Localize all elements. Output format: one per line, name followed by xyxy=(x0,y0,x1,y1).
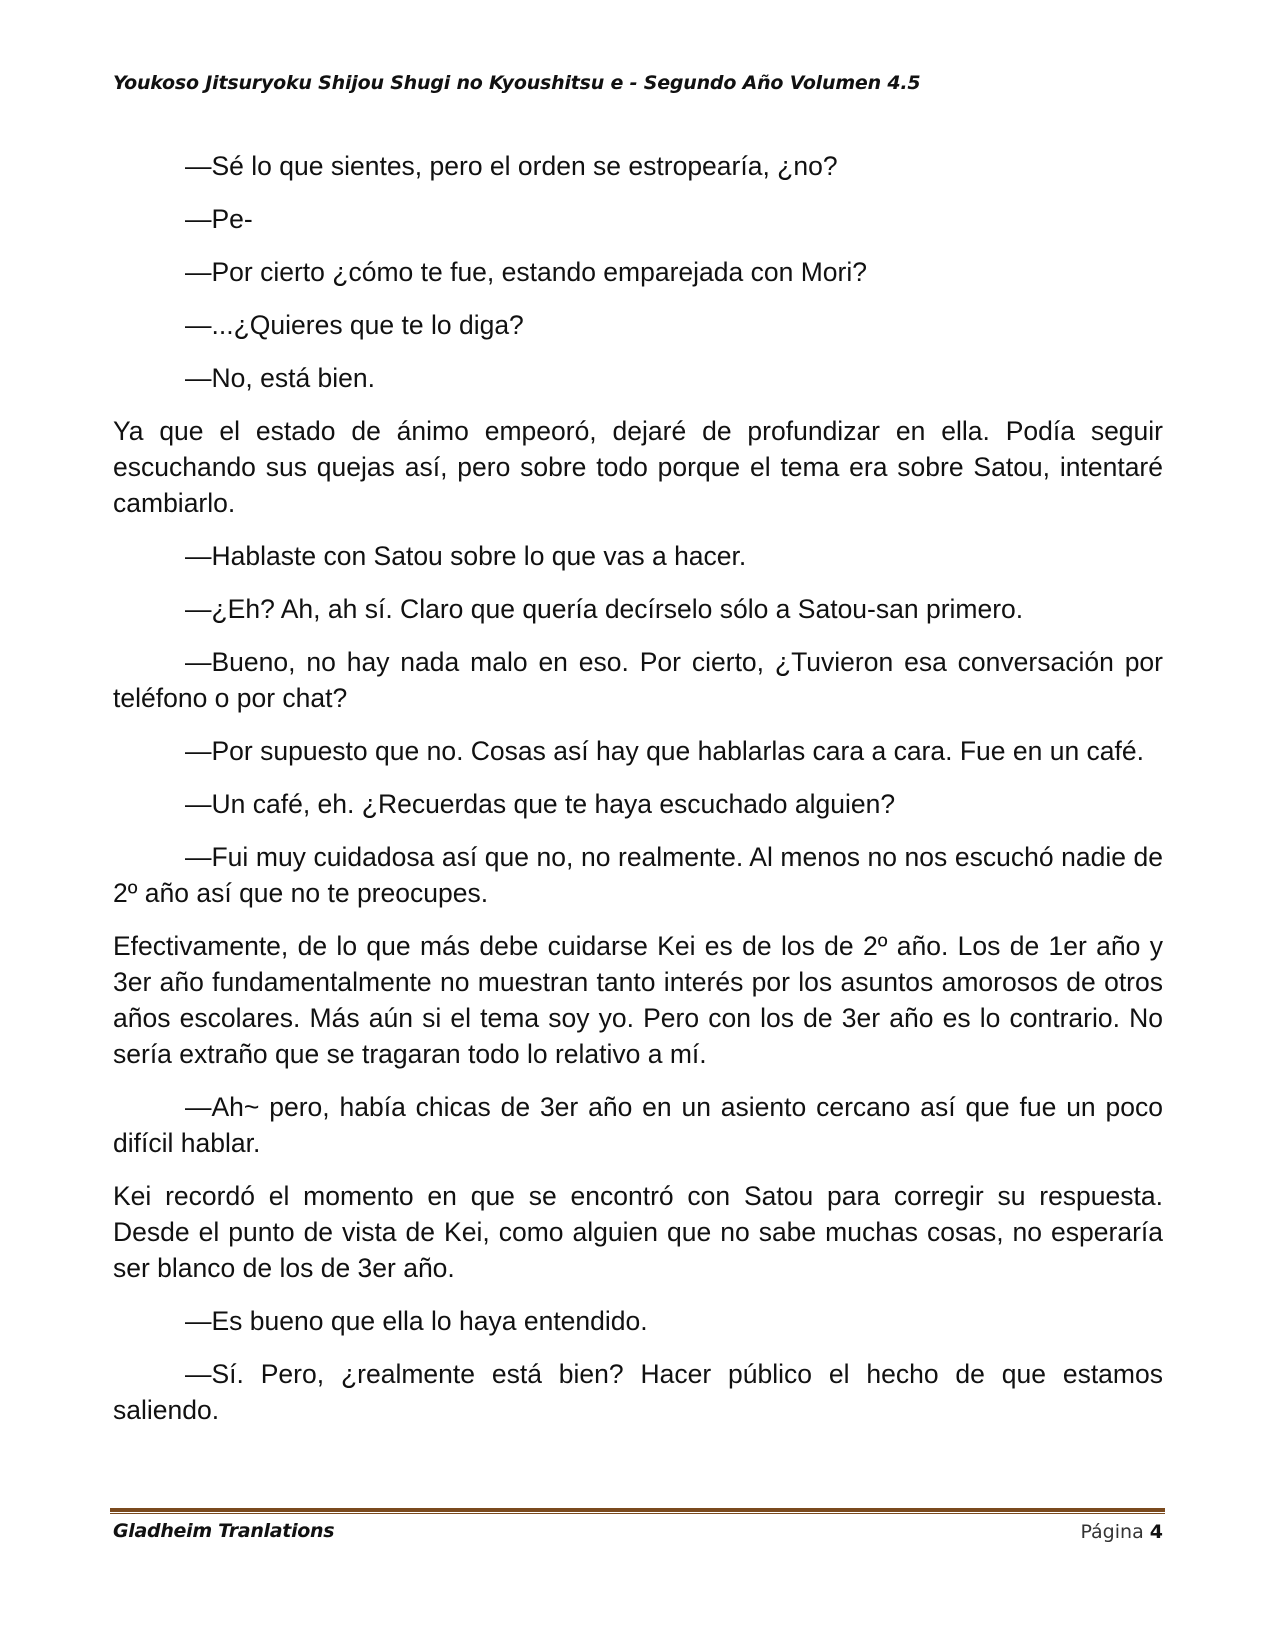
footer-divider-thin xyxy=(110,1513,1165,1514)
footer-divider xyxy=(110,1508,1165,1515)
page-label: Página xyxy=(1080,1521,1144,1543)
page-number: 4 xyxy=(1149,1521,1163,1543)
document-body xyxy=(113,148,1163,1445)
narration-paragraph: Efectivamente, de lo que más debe cuidarse Kei es de los de 2º año. Los de 1er año y 3er año fundamentalmente no muestran tanto interés por los asuntos amorosos de otros años escolares. Más aún si el tema soy yo. Pero con los de 3er año es lo contrario. No sería extraño que se tragaran todo lo relativo a mí. xyxy=(113,931,1163,1069)
dialogue-paragraph: —Ah~ pero, había chicas de 3er año en un asiento cercano así que fue un poco difícil hablar. xyxy=(113,1092,1163,1158)
dialogue-paragraph: —Un café, eh. ¿Recuerdas que te haya escuchado alguien? xyxy=(185,789,896,819)
dialogue-paragraph: —Por supuesto que no. Cosas así hay que hablarlas cara a cara. Fue en un café. xyxy=(185,736,1144,766)
dialogue-paragraph: —Sé lo que sientes, pero el orden se estropearía, ¿no? xyxy=(185,151,838,181)
narration-paragraph: Ya que el estado de ánimo empeoró, dejaré de profundizar en ella. Podía seguir escuchando sus quejas así, pero sobre todo porque el tema era sobre Satou, intentaré cambiarlo. xyxy=(113,416,1163,518)
dialogue-paragraph: —¿Eh? Ah, ah sí. Claro que quería decírselo sólo a Satou-san primero. xyxy=(185,594,1024,624)
dialogue-paragraph: —Por cierto ¿cómo te fue, estando emparejada con Mori? xyxy=(185,257,867,287)
dialogue-paragraph: —Hablaste con Satou sobre lo que vas a hacer. xyxy=(185,541,747,571)
narration-paragraph: Kei recordó el momento en que se encontró con Satou para corregir su respuesta. Desde el punto de vista de Kei, como alguien que no sabe muchas cosas, no esperaría ser blanco de los de 3er año. xyxy=(113,1181,1163,1283)
footer-divider-thick xyxy=(110,1508,1165,1512)
dialogue-paragraph: —Pe- xyxy=(185,204,253,234)
dialogue-paragraph: —Es bueno que ella lo haya entendido. xyxy=(185,1306,648,1336)
footer-page-indicator xyxy=(1080,1521,1163,1543)
footer-publisher: Gladheim Tranlations xyxy=(113,1520,335,1542)
dialogue-paragraph: —Sí. Pero, ¿realmente está bien? Hacer público el hecho de que estamos saliendo. xyxy=(113,1359,1163,1425)
dialogue-paragraph: —No, está bien. xyxy=(185,363,376,393)
dialogue-paragraph: —...¿Quieres que te lo diga? xyxy=(185,310,524,340)
page-header: Youkoso Jitsuryoku Shijou Shugi no Kyoushitsu e - Segundo Año Volumen 4.5 xyxy=(113,72,921,94)
dialogue-paragraph: —Bueno, no hay nada malo en eso. Por cierto, ¿Tuvieron esa conversación por teléfono o por chat? xyxy=(113,647,1163,713)
dialogue-paragraph: —Fui muy cuidadosa así que no, no realmente. Al menos no nos escuchó nadie de 2º año así que no te preocupes. xyxy=(113,842,1163,908)
